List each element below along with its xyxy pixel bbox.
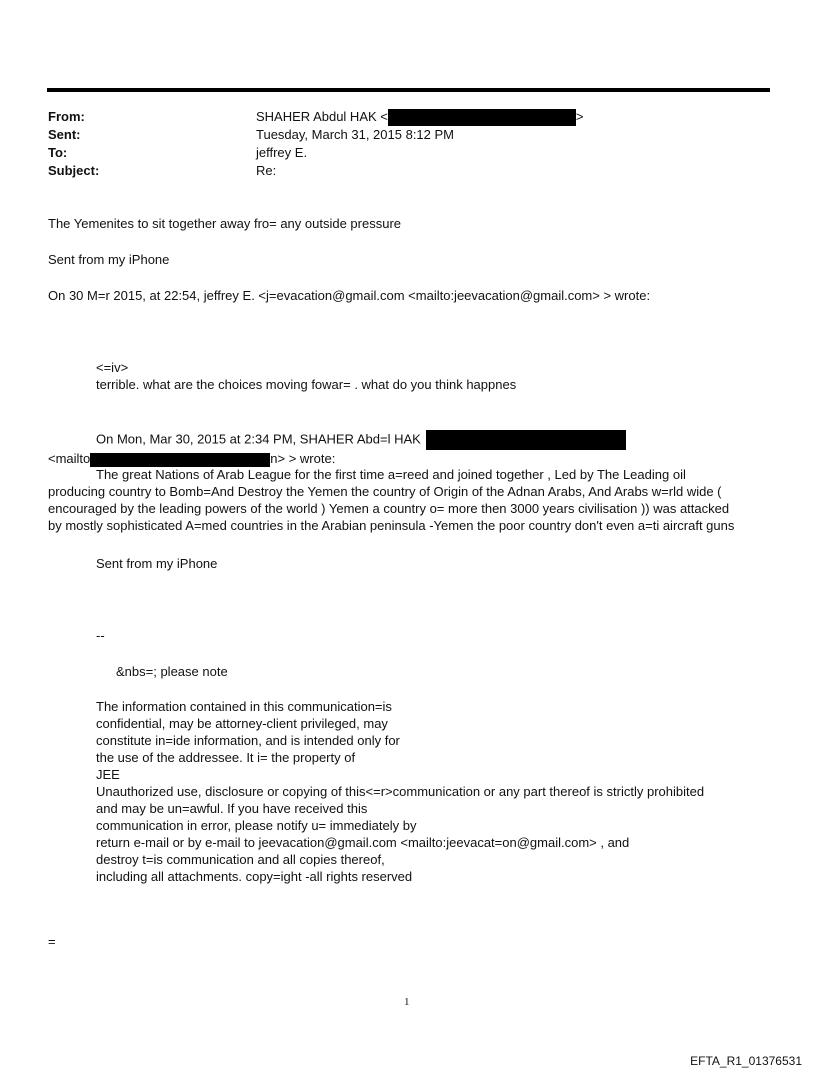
to-label: To: (48, 145, 68, 160)
message-para-2: producing country to Bomb=And Destroy the Yemen the country of Origin of the Adnan Arabs, And Arabs w=rld wide ( (48, 484, 722, 499)
from-value (256, 108, 583, 126)
body-line-1: The Yemenites to sit together away fro= any outside pressure (48, 216, 402, 231)
from-tail: > (575, 109, 584, 124)
disclaimer-8: communication in error, please notify u= immediately by (96, 818, 417, 833)
email-header (48, 108, 748, 180)
sent-from-iphone-2: Sent from my iPhone (96, 556, 218, 571)
sent-from-iphone: Sent from my iPhone (48, 252, 170, 267)
sent-value: Tuesday, March 31, 2015 8:12 PM (256, 127, 454, 142)
disclaimer-9: return e-mail or by e-mail to jeevacation@gmail.com <mailto:jeevacat=on@gmail.com> , and (96, 835, 630, 850)
subject-value: Re: (256, 163, 277, 178)
redaction-block (90, 453, 270, 467)
from-row (48, 108, 748, 126)
mailto-prefix: <mailto (48, 451, 91, 466)
subject-row (48, 162, 748, 180)
redaction-block (388, 109, 576, 126)
message-para-1: The great Nations of Arab League for the first time a=reed and joined together , Led by The Leading oil (96, 467, 686, 482)
from-label: From: (48, 109, 85, 124)
disclaimer-1: The information contained in this communication=is (96, 699, 392, 714)
to-value: jeffrey E. (256, 145, 308, 160)
disclaimer-6: Unauthorized use, disclosure or copying of this<=r>communication or any part thereof is strictly prohibited (96, 784, 705, 799)
sent-row (48, 126, 748, 144)
div-tag: <=iv> (96, 360, 129, 375)
sent-label: Sent: (48, 127, 81, 142)
quote-intro (96, 430, 626, 446)
please-note: &nbs=; please note (116, 664, 228, 679)
disclaimer-10: destroy t=is communication and all copies thereof, (96, 852, 385, 867)
redaction-block (426, 430, 626, 450)
header-rule (47, 88, 770, 92)
message-para-4: by mostly sophisticated A=med countries in the Arabian peninsula -Yemen the poor country don't even a=ti aircraft guns (48, 518, 735, 533)
disclaimer-3: constitute in=ide information, and is intended only for (96, 733, 400, 748)
quote-intro-text: On Mon, Mar 30, 2015 at 2:34 PM, SHAHER Abd=l HAK (96, 431, 421, 447)
mailto-suffix: n> > wrote: (270, 451, 336, 466)
from-name: SHAHER Abdul HAK < (256, 109, 388, 124)
message-para-3: encouraged by the leading powers of the world ) Yemen a country o= more then 3000 years civilisation )) was attacked (48, 501, 730, 516)
disclaimer-5: JEE (96, 767, 120, 782)
document-id: EFTA_R1_01376531 (690, 1054, 802, 1068)
disclaimer-7: and may be un=awful. If you have received this (96, 801, 368, 816)
to-row (48, 144, 748, 162)
disclaimer-2: confidential, may be attorney-client privileged, may (96, 716, 388, 731)
subject-label: Subject: (48, 163, 100, 178)
page-number: 1 (404, 996, 410, 1008)
disclaimer-11: including all attachments. copy=ight -all rights reserved (96, 869, 413, 884)
reply-text: terrible. what are the choices moving fowar= . what do you think happnes (96, 377, 517, 392)
disclaimer-4: the use of the addressee. It i= the property of (96, 750, 356, 765)
signature-dashes: -- (96, 628, 105, 643)
quote-header: On 30 M=r 2015, at 22:54, jeffrey E. <j=evacation@gmail.com <mailto:jeevacation@gmail.com> > wrote: (48, 288, 651, 303)
trailer-char: = (48, 934, 56, 949)
mailto-line (48, 451, 335, 467)
